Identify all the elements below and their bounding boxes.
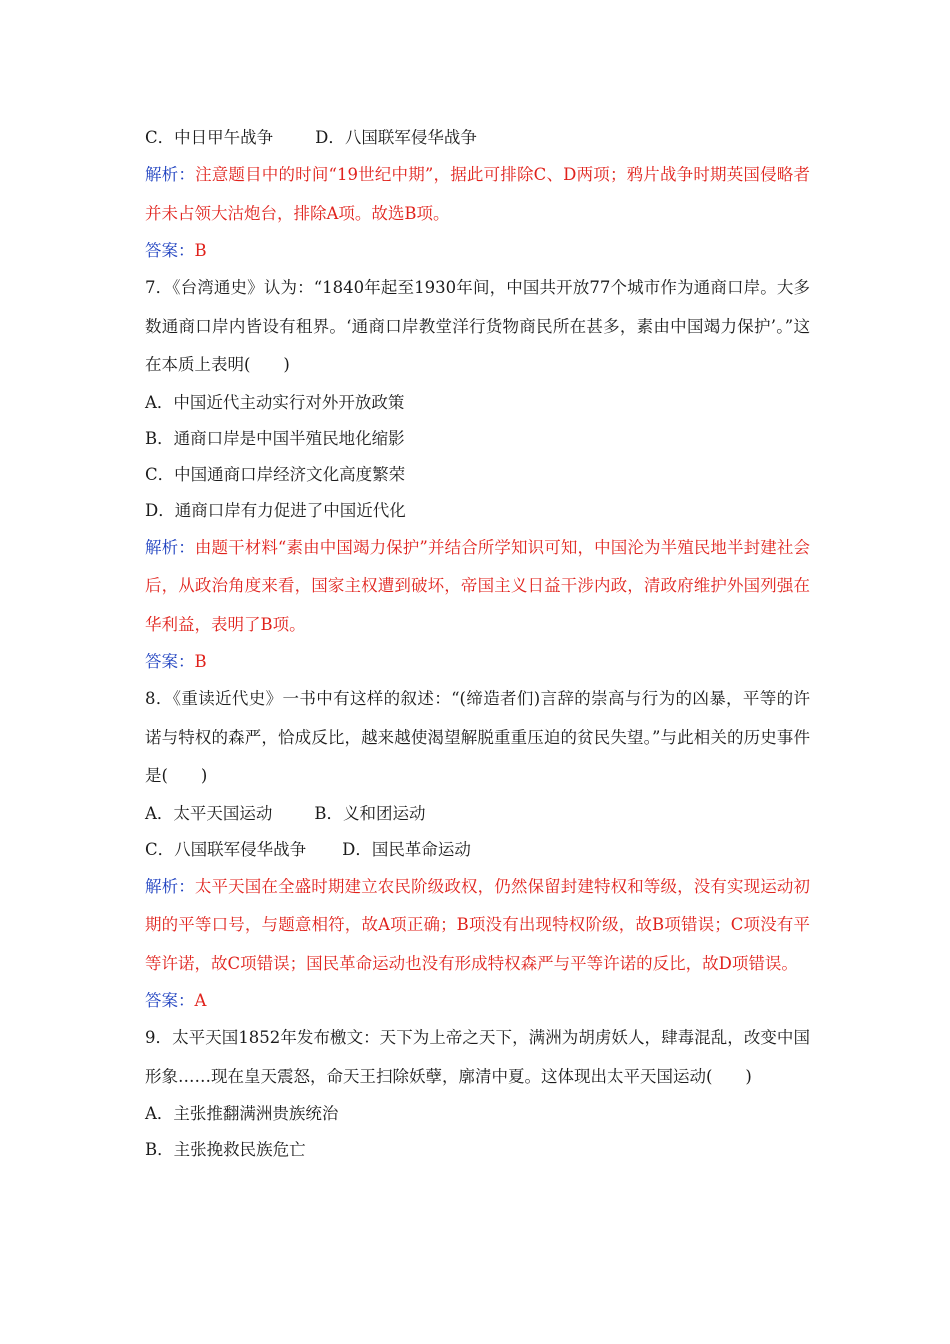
q6-answer-label: 答案： <box>145 241 195 260</box>
q8-answer <box>145 983 810 1019</box>
q8-analysis-label: 解析： <box>145 876 195 896</box>
q7-answer <box>145 644 810 680</box>
q8-answer-value: A <box>194 991 207 1010</box>
q6-option-d: D．八国联军侵华战争 <box>315 128 477 147</box>
q6-analysis-label: 解析： <box>145 165 196 184</box>
q9-option-a: A．主张推翻满洲贵族统治 <box>145 1104 339 1123</box>
q8-analysis <box>145 868 810 984</box>
q8-option-c: C．八国联军侵华战争 <box>145 839 307 859</box>
q6-options-row <box>145 120 810 156</box>
q7-option-d: D．通商口岸有力促进了中国近代化 <box>145 500 406 520</box>
q6-analysis <box>145 156 810 233</box>
q8-option-b: B．义和团运动 <box>314 803 426 823</box>
q6-analysis-text: 注意题目中的时间“19世纪中期”，据此可排除C、D两项；鸦片战争时期英国侵略者并未占领大沽炮台，排除A项。故选B项。 <box>145 165 810 223</box>
q6-option-c: C．中日甲午战争 <box>145 128 274 147</box>
q8-option-d: D．国民革命运动 <box>342 839 471 859</box>
q9-stem: 9．太平天国1852年发布檄文：天下为上帝之天下，满洲为胡虏妖人，肆毒混乱，改变中国形象……现在皇天震怒，命天王扫除妖孽，廓清中夏。这体现出太平天国运动( ) <box>145 1028 810 1086</box>
q6-answer <box>145 233 810 269</box>
q9-option-b: B．主张挽救民族危亡 <box>145 1140 306 1159</box>
q8-analysis-text: 太平天国在全盛时期建立农民阶级政权，仍然保留封建特权和等级，没有实现运动初期的平等口号，与题意相符，故A项正确；B项没有出现特权阶级，故B项错误；C项没有平等许诺，故C项错误；国民革命运动也没有形成特权森严与平等许诺的反比，故D项错误。 <box>145 876 811 973</box>
q7-analysis-label: 解析： <box>145 537 195 557</box>
q7-option-c: C．中国通商口岸经济文化高度繁荣 <box>145 464 406 484</box>
q8-answer-label: 答案： <box>145 991 195 1010</box>
document-page <box>145 120 810 1168</box>
q6-answer-value: B <box>194 241 207 260</box>
q7-analysis <box>145 529 810 645</box>
q8-option-a: A．太平天国运动 <box>145 803 273 823</box>
q7-option-a: A．中国近代主动实行对外开放政策 <box>145 392 405 412</box>
q7-option-b: B．通商口岸是中国半殖民地化缩影 <box>145 428 405 448</box>
q7-stem: 7．《台湾通史》认为：“1840年起至1930年间，中国共开放77个城市作为通商口岸。大多数通商口岸内皆设有租界。‘通商口岸教堂洋行货物商民所在甚多，素由中国竭力保护’。”这在本质上表明( ) <box>145 278 810 374</box>
q8-options-row-1 <box>145 796 810 832</box>
q7-answer-label: 答案： <box>145 652 195 671</box>
q8-options-row-2 <box>145 832 810 868</box>
q7-answer-value: B <box>194 652 207 671</box>
q7-analysis-text: 由题干材料“素由中国竭力保护”并结合所学知识可知，中国沦为半殖民地半封建社会后，从政治角度来看，国家主权遭到破坏，帝国主义日益干涉内政，清政府维护外国列强在华利益，表明了B项。 <box>145 537 811 634</box>
q8-stem: 8．《重读近代史》一书中有这样的叙述：“(缔造者们)言辞的崇高与行为的凶暴，平等的许诺与特权的森严，恰成反比，越来越使渴望解脱重重压迫的贫民失望。”与此相关的历史事件是( ) <box>145 689 810 785</box>
